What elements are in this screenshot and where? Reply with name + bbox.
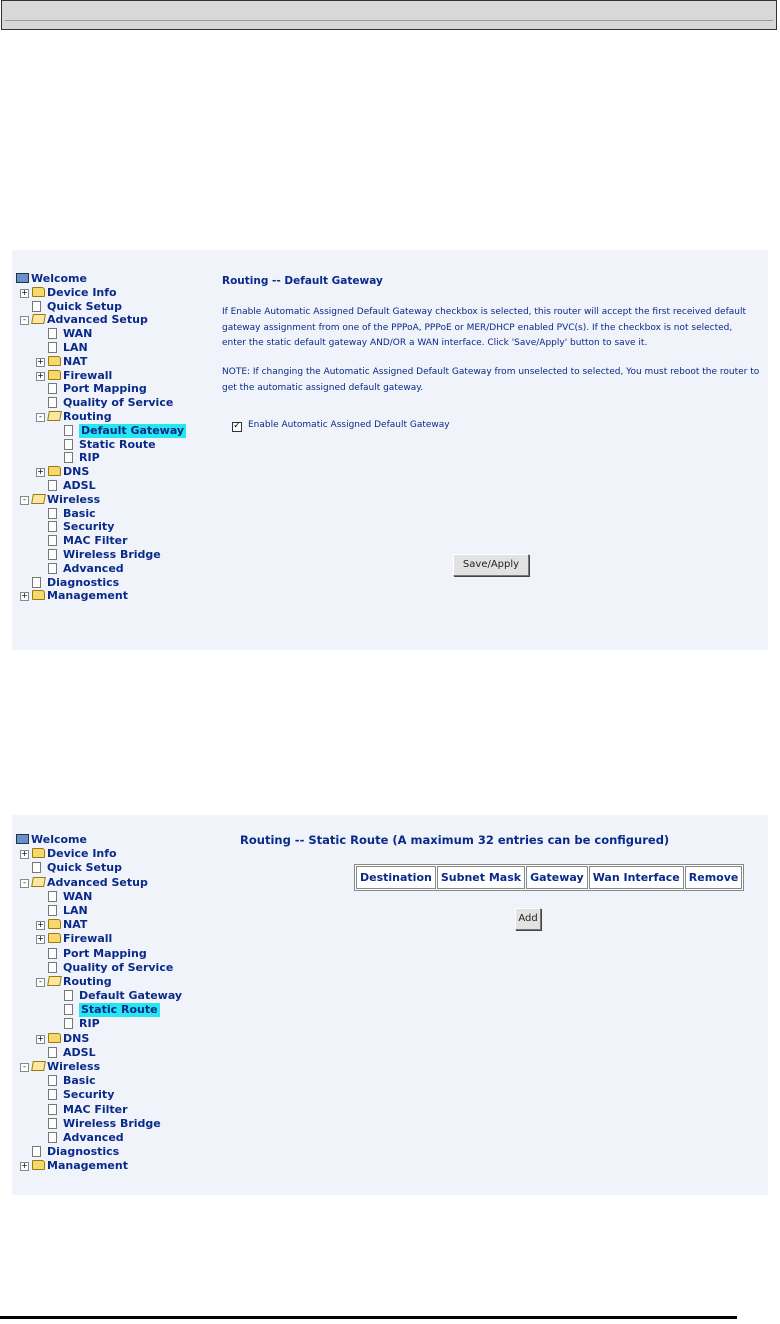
expand-icon[interactable]: + <box>37 467 44 477</box>
folder-icon <box>48 919 61 929</box>
tree-item-label: Static Route <box>79 437 156 451</box>
tree-item-label: LAN <box>63 340 88 354</box>
tree-item-label: Wireless Bridge <box>63 1116 161 1130</box>
collapse-icon[interactable]: - <box>36 978 45 987</box>
doc-icon <box>64 425 73 436</box>
tree-item-label: DNS <box>63 465 90 479</box>
folder-icon <box>32 848 45 858</box>
tree-item-label: Firewall <box>63 368 113 382</box>
doc-icon <box>48 962 57 973</box>
folder-open-icon <box>31 314 46 324</box>
page-title: Routing -- Static Route (A maximum 32 entries can be configured) <box>240 833 670 847</box>
doc-icon <box>48 342 57 353</box>
collapse-icon[interactable]: - <box>20 1063 29 1072</box>
tree-item-label: Advanced Setup <box>47 313 148 327</box>
doc-icon <box>48 383 57 394</box>
description-line: enter the static default gateway AND/OR a WAN interface. Click 'Save/Apply' button to save it. <box>222 338 648 348</box>
computer-icon <box>16 834 29 844</box>
tree-item-label: Device Info <box>47 847 117 861</box>
folder-icon <box>48 370 61 380</box>
doc-icon <box>48 535 57 546</box>
tree-item-label: ADSL <box>63 1045 96 1059</box>
expand-icon[interactable]: + <box>21 1161 28 1171</box>
doc-icon <box>32 862 41 873</box>
folder-open-icon <box>31 494 46 504</box>
note <box>222 365 759 396</box>
tree-item-label: RIP <box>79 1017 100 1031</box>
expand-icon[interactable]: + <box>21 849 28 859</box>
folder-icon <box>48 1033 61 1043</box>
tree-item-label: ADSL <box>63 478 96 492</box>
page-title: Routing -- Default Gateway <box>222 275 383 287</box>
doc-icon <box>48 891 57 902</box>
tree-item-label: Device Info <box>47 285 117 299</box>
note-line: NOTE: If changing the Automatic Assigned Default Gateway from unselected to selected, You must reboot the router to <box>222 367 760 377</box>
tree-item-label: Advanced <box>63 561 124 575</box>
tree-item-label: DNS <box>63 1031 90 1045</box>
expand-icon[interactable]: + <box>37 920 44 930</box>
doc-icon <box>48 948 57 959</box>
doc-icon <box>48 1047 57 1058</box>
doc-icon <box>48 397 57 408</box>
static-route-table <box>354 864 744 891</box>
expand-icon[interactable]: + <box>37 356 44 366</box>
tree-item-label: Routing <box>63 409 112 423</box>
tree-item-label: NAT <box>63 354 88 368</box>
computer-icon <box>16 273 29 283</box>
doc-icon <box>48 1132 57 1143</box>
description-line: If Enable Automatic Assigned Default Gateway checkbox is selected, this router will accept the first received default <box>222 307 746 317</box>
tree-item-label: Port Mapping <box>63 946 147 960</box>
tree-item-label: Wireless <box>47 1060 101 1073</box>
doc-icon <box>32 577 41 588</box>
tree-item-label: WAN <box>63 327 93 341</box>
top-header-bar <box>1 0 777 30</box>
auto-gateway-checkbox-label: Enable Automatic Assigned Default Gateway <box>248 420 450 430</box>
tree-item-label: Basic <box>63 1074 96 1088</box>
doc-icon <box>32 301 41 312</box>
tree-item-label: Wireless <box>47 492 101 506</box>
doc-icon <box>64 990 73 1001</box>
description <box>222 305 746 352</box>
description-line: gateway assignment from one of the PPPoA, PPPoE or MER/DHCP enabled PVC(s). If the checkbox is not selected, <box>222 322 733 333</box>
note-line: get the automatic assigned default gateway. <box>222 382 424 393</box>
save-apply-button[interactable]: Save/Apply <box>453 554 529 576</box>
folder-icon <box>48 356 61 366</box>
tree-item-label: Quick Setup <box>47 299 122 313</box>
tree-item-label: Default Gateway <box>81 423 185 437</box>
doc-icon <box>48 1104 57 1115</box>
default-gateway-screen <box>12 250 768 650</box>
tree-item-label: Advanced Setup <box>47 875 148 889</box>
folder-open-icon <box>31 877 46 887</box>
expand-icon[interactable]: + <box>37 370 44 380</box>
collapse-icon[interactable]: - <box>20 316 29 325</box>
auto-gateway-option <box>232 420 450 432</box>
tree-item-label: NAT <box>63 918 88 932</box>
tree-item-label: Diagnostics <box>47 575 120 589</box>
tree-item-label: Basic <box>63 506 96 520</box>
expand-icon[interactable]: + <box>37 1033 44 1043</box>
tree-item-label: Security <box>63 520 115 534</box>
doc-icon <box>48 1089 57 1100</box>
folder-icon <box>32 287 45 297</box>
static-route-screen <box>12 815 768 1195</box>
tree-item-label: Management <box>47 1159 128 1173</box>
tree-item-label: WAN <box>63 889 93 903</box>
doc-icon <box>48 1118 57 1129</box>
expand-icon[interactable]: + <box>37 934 44 944</box>
expand-icon[interactable]: + <box>21 591 28 601</box>
folder-icon <box>32 590 45 600</box>
column-header-gateway: Gateway <box>526 866 588 889</box>
tree-item-label: Quality of Service <box>63 960 174 974</box>
doc-icon <box>48 549 57 560</box>
table-header-row <box>356 866 742 889</box>
doc-icon <box>64 1004 73 1015</box>
tree-item-label: RIP <box>79 451 100 465</box>
column-header-wan-interface: Wan Interface <box>589 866 684 889</box>
column-header-remove: Remove <box>685 866 743 889</box>
doc-icon <box>48 1075 57 1086</box>
collapse-icon[interactable]: - <box>20 879 29 888</box>
tree-item-label: Default Gateway <box>79 989 183 1003</box>
expand-icon[interactable]: + <box>21 287 28 297</box>
tree-item-label: Static Route <box>81 1003 158 1017</box>
folder-open-icon <box>31 1061 46 1071</box>
tree-item-label: MAC Filter <box>63 534 128 548</box>
tree-item-label: Wireless Bridge <box>63 547 161 561</box>
tree-item-label: Quick Setup <box>47 861 122 875</box>
folder-icon <box>48 933 61 943</box>
doc-icon <box>64 439 73 450</box>
doc-icon <box>48 905 57 916</box>
tree-item-label: Port Mapping <box>63 382 147 396</box>
folder-icon <box>48 466 61 476</box>
tree-item-label: Welcome <box>31 833 87 846</box>
doc-icon <box>48 508 57 519</box>
tree-item-label: Welcome <box>31 272 87 285</box>
tree-item-label: Management <box>47 589 128 603</box>
doc-icon <box>64 452 73 463</box>
auto-gateway-checkbox[interactable]: ✓ <box>233 421 241 431</box>
column-header-subnet-mask: Subnet Mask <box>437 866 525 889</box>
add-button[interactable]: Add <box>515 908 541 930</box>
tree-item-label: Advanced <box>63 1130 124 1144</box>
doc-icon <box>48 563 57 574</box>
doc-icon <box>64 1018 73 1029</box>
tree-item-label: Diagnostics <box>47 1145 120 1159</box>
tree-item-label: LAN <box>63 903 88 917</box>
folder-open-icon <box>47 411 62 421</box>
tree-item-label: Quality of Service <box>63 396 174 410</box>
folder-icon <box>32 1160 45 1170</box>
folder-open-icon <box>47 976 62 986</box>
header-inner-rule <box>5 4 773 21</box>
doc-icon <box>48 328 57 339</box>
doc-icon <box>48 521 57 532</box>
tree-item-label: Routing <box>63 974 112 988</box>
doc-icon <box>48 480 57 491</box>
column-header-destination: Destination <box>356 866 436 889</box>
page-footer-rule <box>0 1316 737 1319</box>
collapse-icon[interactable]: - <box>36 413 45 422</box>
tree-item-label: Firewall <box>63 932 113 946</box>
collapse-icon[interactable]: - <box>20 496 29 505</box>
doc-icon <box>32 1146 41 1157</box>
tree-item-label: MAC Filter <box>63 1102 128 1116</box>
tree-item-label: Security <box>63 1088 115 1102</box>
